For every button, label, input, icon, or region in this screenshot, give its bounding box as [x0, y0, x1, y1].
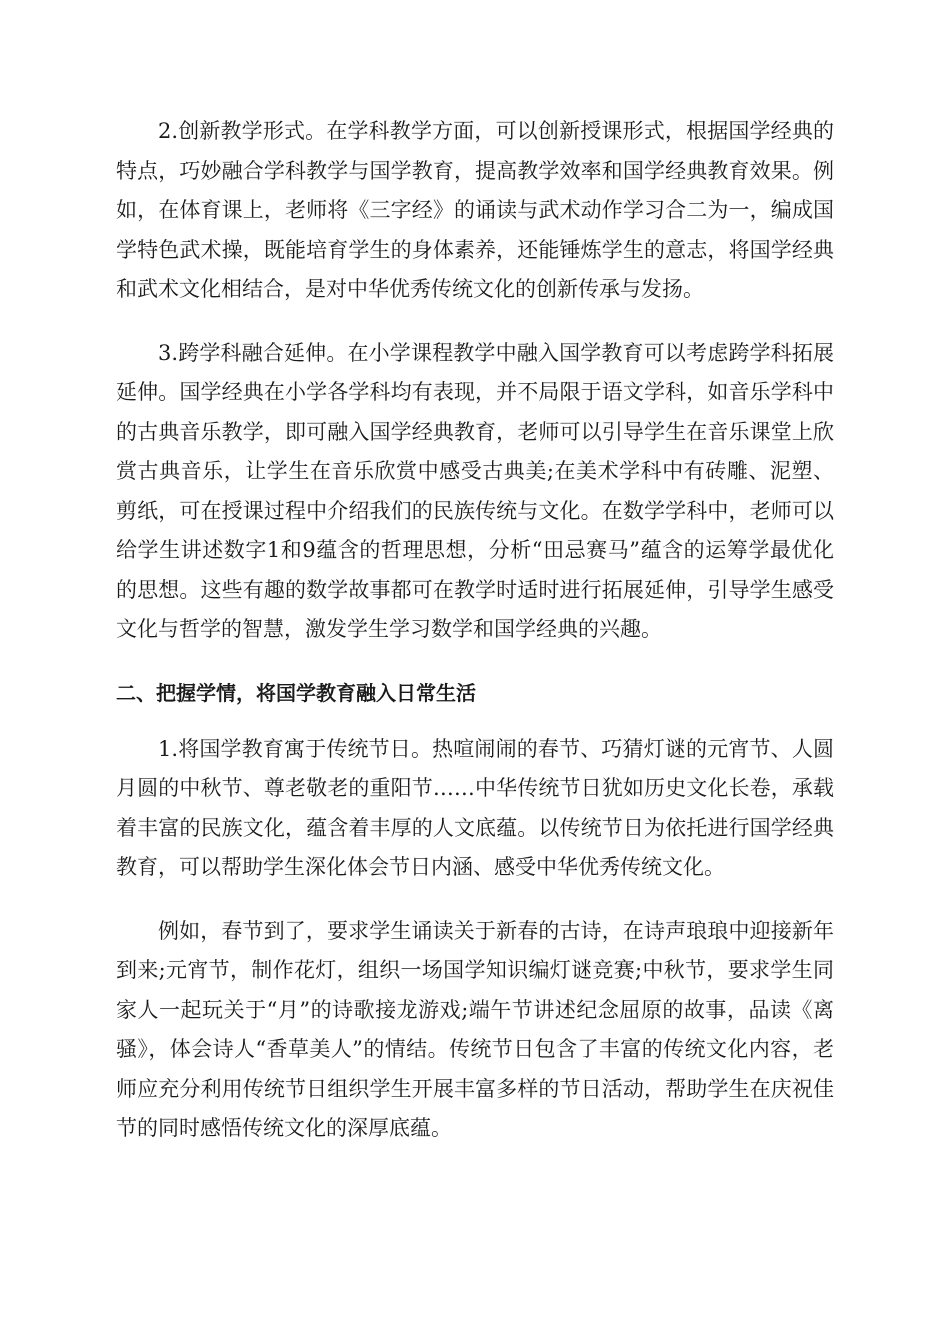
paragraph-traditional-festivals: 1.将国学教育寓于传统节日。热喧闹闹的春节、巧猜灯谜的元宵节、人圆月圆的中秋节、尊老敬老的重阳节……中华传统节日犹如历史文化长卷，承载着丰富的民族文化，蕴含着丰厚的人文底蕴。以传统节日为依托进行国学经典教育，可以帮助学生深化体会节日内涵、感受中华优秀传统文化。	[116, 736, 834, 879]
section-heading: 二、把握学情，将国学教育融入日常生活	[116, 680, 476, 705]
paragraph-festival-examples: 例如，春节到了，要求学生诵读关于新春的古诗，在诗声琅琅中迎接新年到来;元宵节，制作花灯，组织一场国学知识编灯谜竞赛;中秋节，要求学生同家人一起玩关于“月”的诗歌接龙游戏;端午节讲述纪念屈原的故事，品读《离骚》，体会诗人“香草美人”的情结。传统节日包含了丰富的传统文化内容，老师应充分利用传统节日组织学生开展丰富多样的节日活动，帮助学生在庆祝佳节的同时感悟传统文化的深厚底蕴。	[116, 918, 834, 1140]
paragraph-cross-discipline: 3.跨学科融合延伸。在小学课程教学中融入国学教育可以考虑跨学科拓展延伸。国学经典在小学各学科均有表现，并不局限于语文学科，如音乐学科中的古典音乐教学，即可融入国学经典教育，老师可以引导学生在音乐课堂上欣赏古典音乐，让学生在音乐欣赏中感受古典美;在美术学科中有砖雕、泥塑、剪纸，可在授课过程中介绍我们的民族传统与文化。在数学学科中，老师可以给学生讲述数字1和9蕴含的哲理思想，分析“田忌赛马”蕴含的运筹学最优化的思想。这些有趣的数学故事都可在教学时适时进行拓展延伸，引导学生感受文化与哲学的智慧，激发学生学习数学和国学经典的兴趣。	[116, 340, 834, 641]
document-body	[116, 112, 834, 1173]
paragraph-innovative-teaching: 2.创新教学形式。在学科教学方面，可以创新授课形式，根据国学经典的特点，巧妙融合学科教学与国学教育，提高教学效率和国学经典教育效果。例如，在体育课上，老师将《三字经》的诵读与武术动作学习合二为一，编成国学特色武术操，既能培育学生的身体素养，还能锤炼学生的意志，将国学经典和武术文化相结合，是对中华优秀传统文化的创新传承与发扬。	[116, 119, 834, 301]
